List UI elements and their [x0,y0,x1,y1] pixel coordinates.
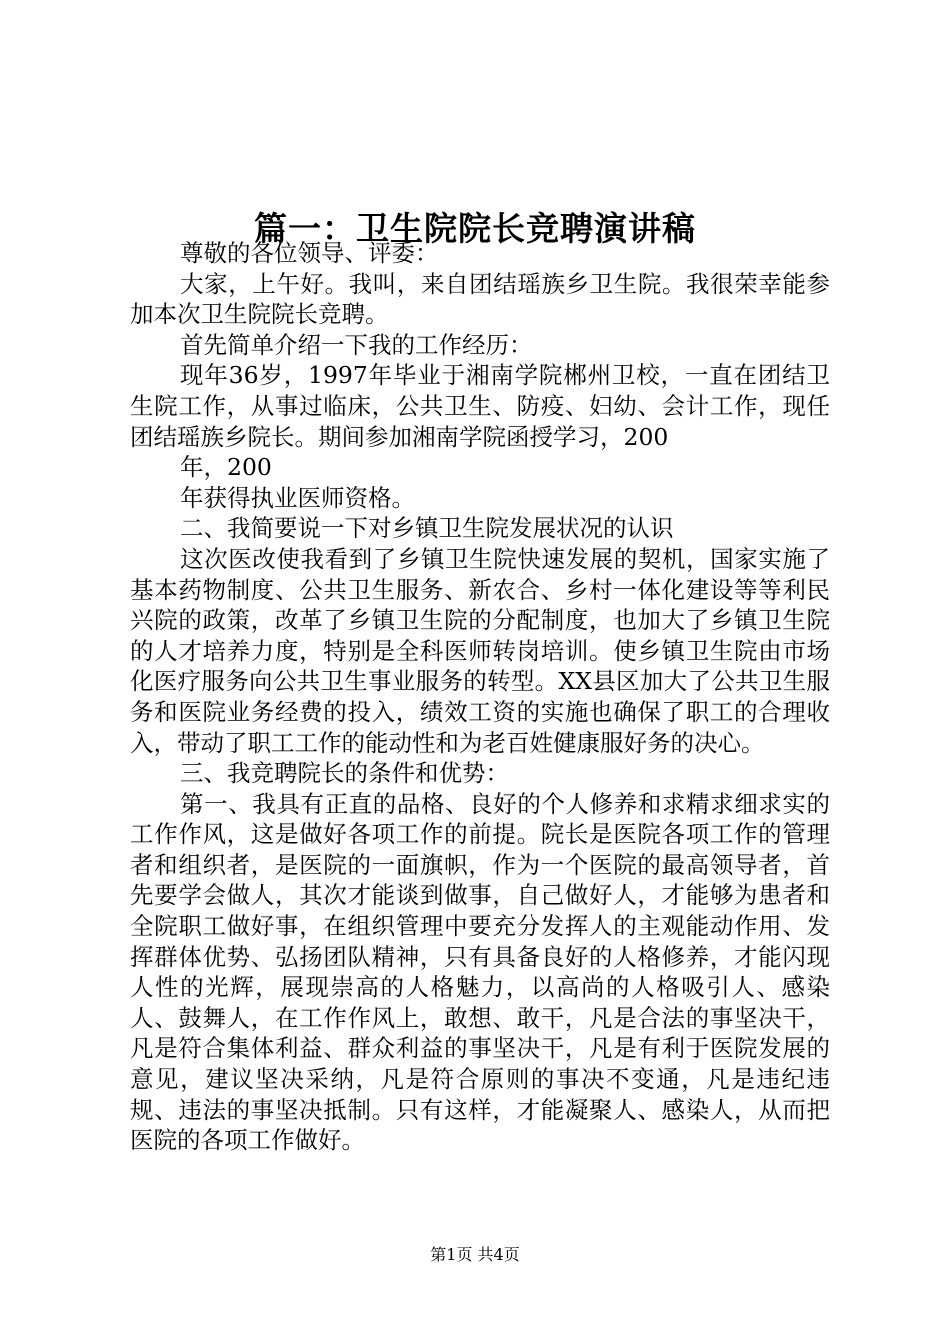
paragraph-first-advantage: 第一、我具有正直的品格、良好的个人修养和求精求细求实的工作作风，这是做好各项工作的前提。院长是医院各项工作的管理者和组织者，是医院的一面旗帜，作为一个医院的最高领导者，首先要学会做人，其次才能谈到做事，自己做好人，才能够为患者和全院职工做好事，在组织管理中要充分发挥人的主观能动作用、发挥群体优势、弘扬团队精神，只有具备良好的人格修养，才能闪现人性的光辉，展现崇高的人格魅力，以高尚的人格吸引人、感染人、鼓舞人，在工作作风上，敢想、敢干，凡是合法的事坚决干，凡是符合集体利益、群众利益的事坚决干，凡是有利于医院发展的意见，建议坚决采纳，凡是符合原则的事决不变通，凡是违纪违规、违法的事坚决抵制。只有这样，才能凝聚人、感染人，从而把医院的各项工作做好。 [130,789,830,1155]
section-heading-3: 三、我竞聘院长的条件和优势： [180,759,509,788]
paragraph-qualification: 年获得执业医师资格。 [180,483,415,512]
document-title: 篇一：卫生院院长竞聘演讲稿 [254,209,696,249]
document-body [130,238,830,1156]
paragraph-salutation: 尊敬的各位领导、评委： [180,239,439,267]
section-heading-2: 二、我简要说一下对乡镇卫生院发展状况的认识 [180,514,674,543]
page-number-footer: 第1页 共4页 [430,1245,520,1264]
paragraph-greeting: 大家，上午好。我叫，来自团结瑶族乡卫生院。我很荣幸能参加本次卫生院院长竞聘。 [130,269,830,329]
paragraph-intro-heading: 首先简单介绍一下我的工作经历： [180,330,533,359]
paragraph-work-history: 现年36岁，1997年毕业于湘南学院郴州卫校，一直在团结卫生院工作，从事过临床，公共卫生、防疫、妇幼、会计工作，现任团结瑶族乡院长。期间参加湘南学院函授学习，200 [130,361,830,451]
paragraph-reform: 这次医改使我看到了乡镇卫生院快速发展的契机，国家实施了基本药物制度、公共卫生服务、新农合、乡村一体化建设等等利民兴院的政策，改革了乡镇卫生院的分配制度，也加大了乡镇卫生院的人才培养力度，特别是全科医师转岗培训。使乡镇卫生院由市场化医疗服务向公共卫生事业服务的转型。XX县区加大了公共卫生服务和医院业务经费的投入，绩效工资的实施也确保了职工的合理收入，带动了职工工作的能动性和为老百姓健康服好务的决心。 [130,544,830,757]
paragraph-year-fragment: 年，200 [180,453,272,482]
